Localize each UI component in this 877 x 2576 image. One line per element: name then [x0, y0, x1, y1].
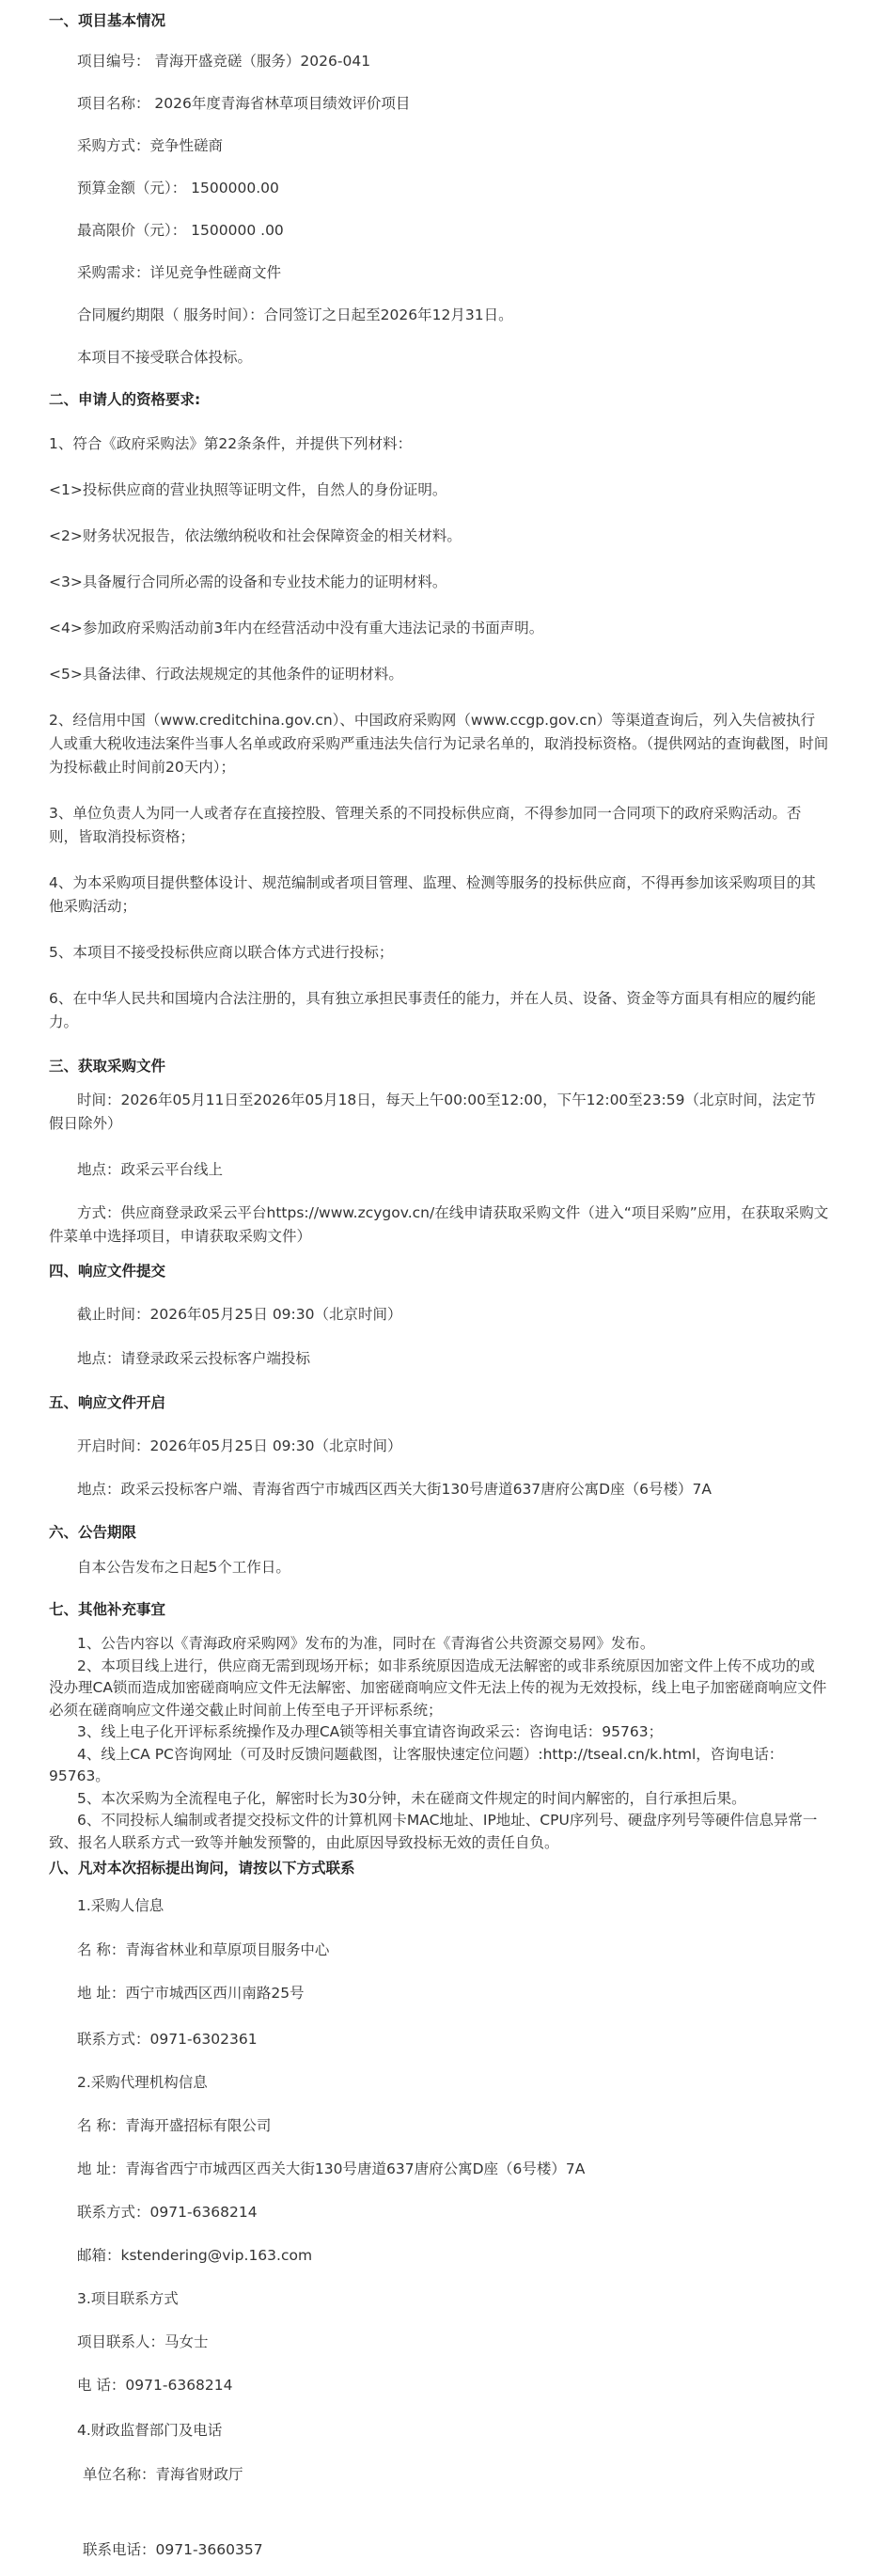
supplement-item-5: 5、本次采购为全流程电子化，解密时长为30分钟，未在磋商文件规定的时间内解密的，自行承担后果。	[77, 1789, 746, 1807]
project-contact-person: 项目联系人：马女士	[77, 2333, 209, 2350]
opening-time: 开启时间：2026年05月25日 09:30（北京时间）	[77, 1437, 402, 1454]
qualification-sub-3: <3>具备履行合同所必需的设备和专业技术能力的证明材料。	[49, 573, 447, 590]
project-name: 项目名称： 2026年度青海省林草项目绩效评价项目	[77, 95, 411, 112]
submission-deadline: 截止时间：2026年05月25日 09:30（北京时间）	[77, 1306, 402, 1323]
project-contact-heading: 3.项目联系方式	[77, 2290, 179, 2307]
buyer-contact: 联系方式：0971-6302361	[77, 2031, 258, 2048]
acquire-method: 方式：供应商登录政采云平台https://www.zcygov.cn/在线申请获取采购文件（进入“项目采购”应用，在获取采购文件菜单中选择项目，申请获取采购文件）	[49, 1204, 829, 1245]
supplement-item-4: 4、线上CA PC咨询网址（可及时反馈问题截图，让客服快速定位问题）:http://tseal.cn/k.html，咨询电话：95763。	[49, 1745, 784, 1784]
finance-heading: 4.财政监督部门及电话	[77, 2422, 223, 2439]
finance-phone: 联系电话：0971-3660357	[83, 2541, 263, 2558]
announcement-period: 自本公告发布之日起5个工作日。	[77, 1559, 290, 1576]
supplement-item-1: 1、公告内容以《青海政府采购网》发布的为准，同时在《青海省公共资源交易网》发布。	[77, 1635, 655, 1652]
project-contact-phone: 电 话：0971-6368214	[77, 2377, 233, 2394]
qualification-item-5: 5、本项目不接受投标供应商以联合体方式进行投标；	[49, 944, 394, 961]
qualification-item-1: 1、符合《政府采购法》第22条条件，并提供下列材料：	[49, 435, 413, 452]
buyer-address: 地 址：西宁市城西区西川南路25号	[77, 1985, 305, 2002]
max-price: 最高限价（元）： 1500000 .00	[77, 222, 284, 239]
section6-title: 六、公告期限	[49, 1524, 137, 1541]
section1-title: 一、项目基本情况	[49, 12, 166, 29]
section4-title: 四、响应文件提交	[49, 1263, 166, 1280]
buyer-heading: 1.采购人信息	[77, 1897, 164, 1914]
acquire-time: 时间：2026年05月11日至2026年05月18日，每天上午00:00至12:00，下午12:00至23:59（北京时间，法定节假日除外）	[49, 1092, 816, 1132]
acquire-place: 地点：政采云平台线上	[77, 1161, 224, 1178]
qualification-item-2: 2、经信用中国（www.creditchina.gov.cn）、中国政府采购网（www.ccgp.gov.cn）等渠道查询后，列入失信被执行人或重大税收违法案件当事人名单或政府采购严重违法失信行为记录名单的，取消投标资格。（提供网站的查询截图，时间为投标截止时间前20天内）；	[49, 712, 829, 776]
qualification-item-4: 4、为本采购项目提供整体设计、规范编制或者项目管理、监理、检测等服务的投标供应商，不得再参加该采购项目的其他采购活动；	[49, 874, 816, 915]
section7-title: 七、其他补充事宜	[49, 1601, 166, 1618]
section2-title: 二、申请人的资格要求:	[49, 391, 201, 408]
supplement-list	[49, 1633, 829, 1854]
section3-title: 三、获取采购文件	[49, 1058, 166, 1075]
budget-amount: 预算金额（元）： 1500000.00	[77, 180, 279, 196]
agency-contact: 联系方式：0971-6368214	[77, 2204, 258, 2221]
supplement-item-6: 6、不同投标人编制或者提交投标文件的计算机网卡MAC地址、IP地址、CPU序列号、硬盘序列号等硬件信息异常一致、报名人联系方式一致等并触发预警的，由此原因导致投标无效的责任自负。	[49, 1812, 818, 1851]
agency-address: 地 址：青海省西宁市城西区西关大街130号唐道637唐府公寓D座（6号楼）7A	[77, 2160, 586, 2177]
project-number: 项目编号： 青海开盛竞磋（服务）2026-041	[77, 53, 371, 70]
supplement-item-3: 3、线上电子化开评标系统操作及办理CA锁等相关事宜请咨询政采云：咨询电话：95763；	[77, 1723, 664, 1740]
qualification-sub-5: <5>具备法律、行政法规规定的其他条件的证明材料。	[49, 666, 403, 683]
procurement-method: 采购方式：竞争性磋商	[77, 137, 224, 154]
qualification-item-3: 3、单位负责人为同一人或者存在直接控股、管理关系的不同投标供应商，不得参加同一合同项下的政府采购活动。否则，皆取消投标资格；	[49, 805, 802, 845]
opening-place: 地点：政采云投标客户端、青海省西宁市城西区西关大街130号唐道637唐府公寓D座（6号楼）7A	[77, 1481, 712, 1498]
no-consortium-note: 本项目不接受联合体投标。	[77, 349, 253, 366]
section5-title: 五、响应文件开启	[49, 1394, 166, 1411]
agency-name: 名 称：青海开盛招标有限公司	[77, 2117, 272, 2134]
agency-email: 邮箱：kstendering@vip.163.com	[77, 2247, 313, 2264]
contract-period: 合同履约期限（ 服务时间）：合同签订之日起至2026年12月31日。	[77, 306, 513, 323]
supplement-item-2: 2、本项目线上进行，供应商无需到现场开标；如非系统原因造成无法解密的或非系统原因加密文件上传不成功的或没办理CA锁而造成加密磋商响应文件无法解密、加密磋商响应文件无法上传的视为无效投标，线上电子加密磋商响应文件必须在磋商响应文件递交截止时间前上传至电子开评标系统；	[49, 1657, 827, 1719]
buyer-name: 名 称：青海省林业和草原项目服务中心	[77, 1941, 330, 1958]
qualification-item-6: 6、在中华人民共和国境内合法注册的，具有独立承担民事责任的能力，并在人员、设备、资金等方面具有相应的履约能力。	[49, 990, 816, 1030]
qualification-sub-2: <2>财务状况报告，依法缴纳税收和社会保障资金的相关材料。	[49, 527, 462, 544]
qualification-sub-1: <1>投标供应商的营业执照等证明文件，自然人的身份证明。	[49, 481, 447, 498]
section8-title: 八、凡对本次招标提出询问，请按以下方式联系	[49, 1860, 355, 1877]
qualification-sub-4: <4>参加政府采购活动前3年内在经营活动中没有重大违法记录的书面声明。	[49, 620, 544, 636]
agency-heading: 2.采购代理机构信息	[77, 2074, 208, 2091]
procurement-demand: 采购需求：详见竞争性磋商文件	[77, 264, 282, 281]
submission-place: 地点：请登录政采云投标客户端投标	[77, 1350, 311, 1367]
finance-unit: 单位名称：青海省财政厅	[83, 2466, 243, 2483]
